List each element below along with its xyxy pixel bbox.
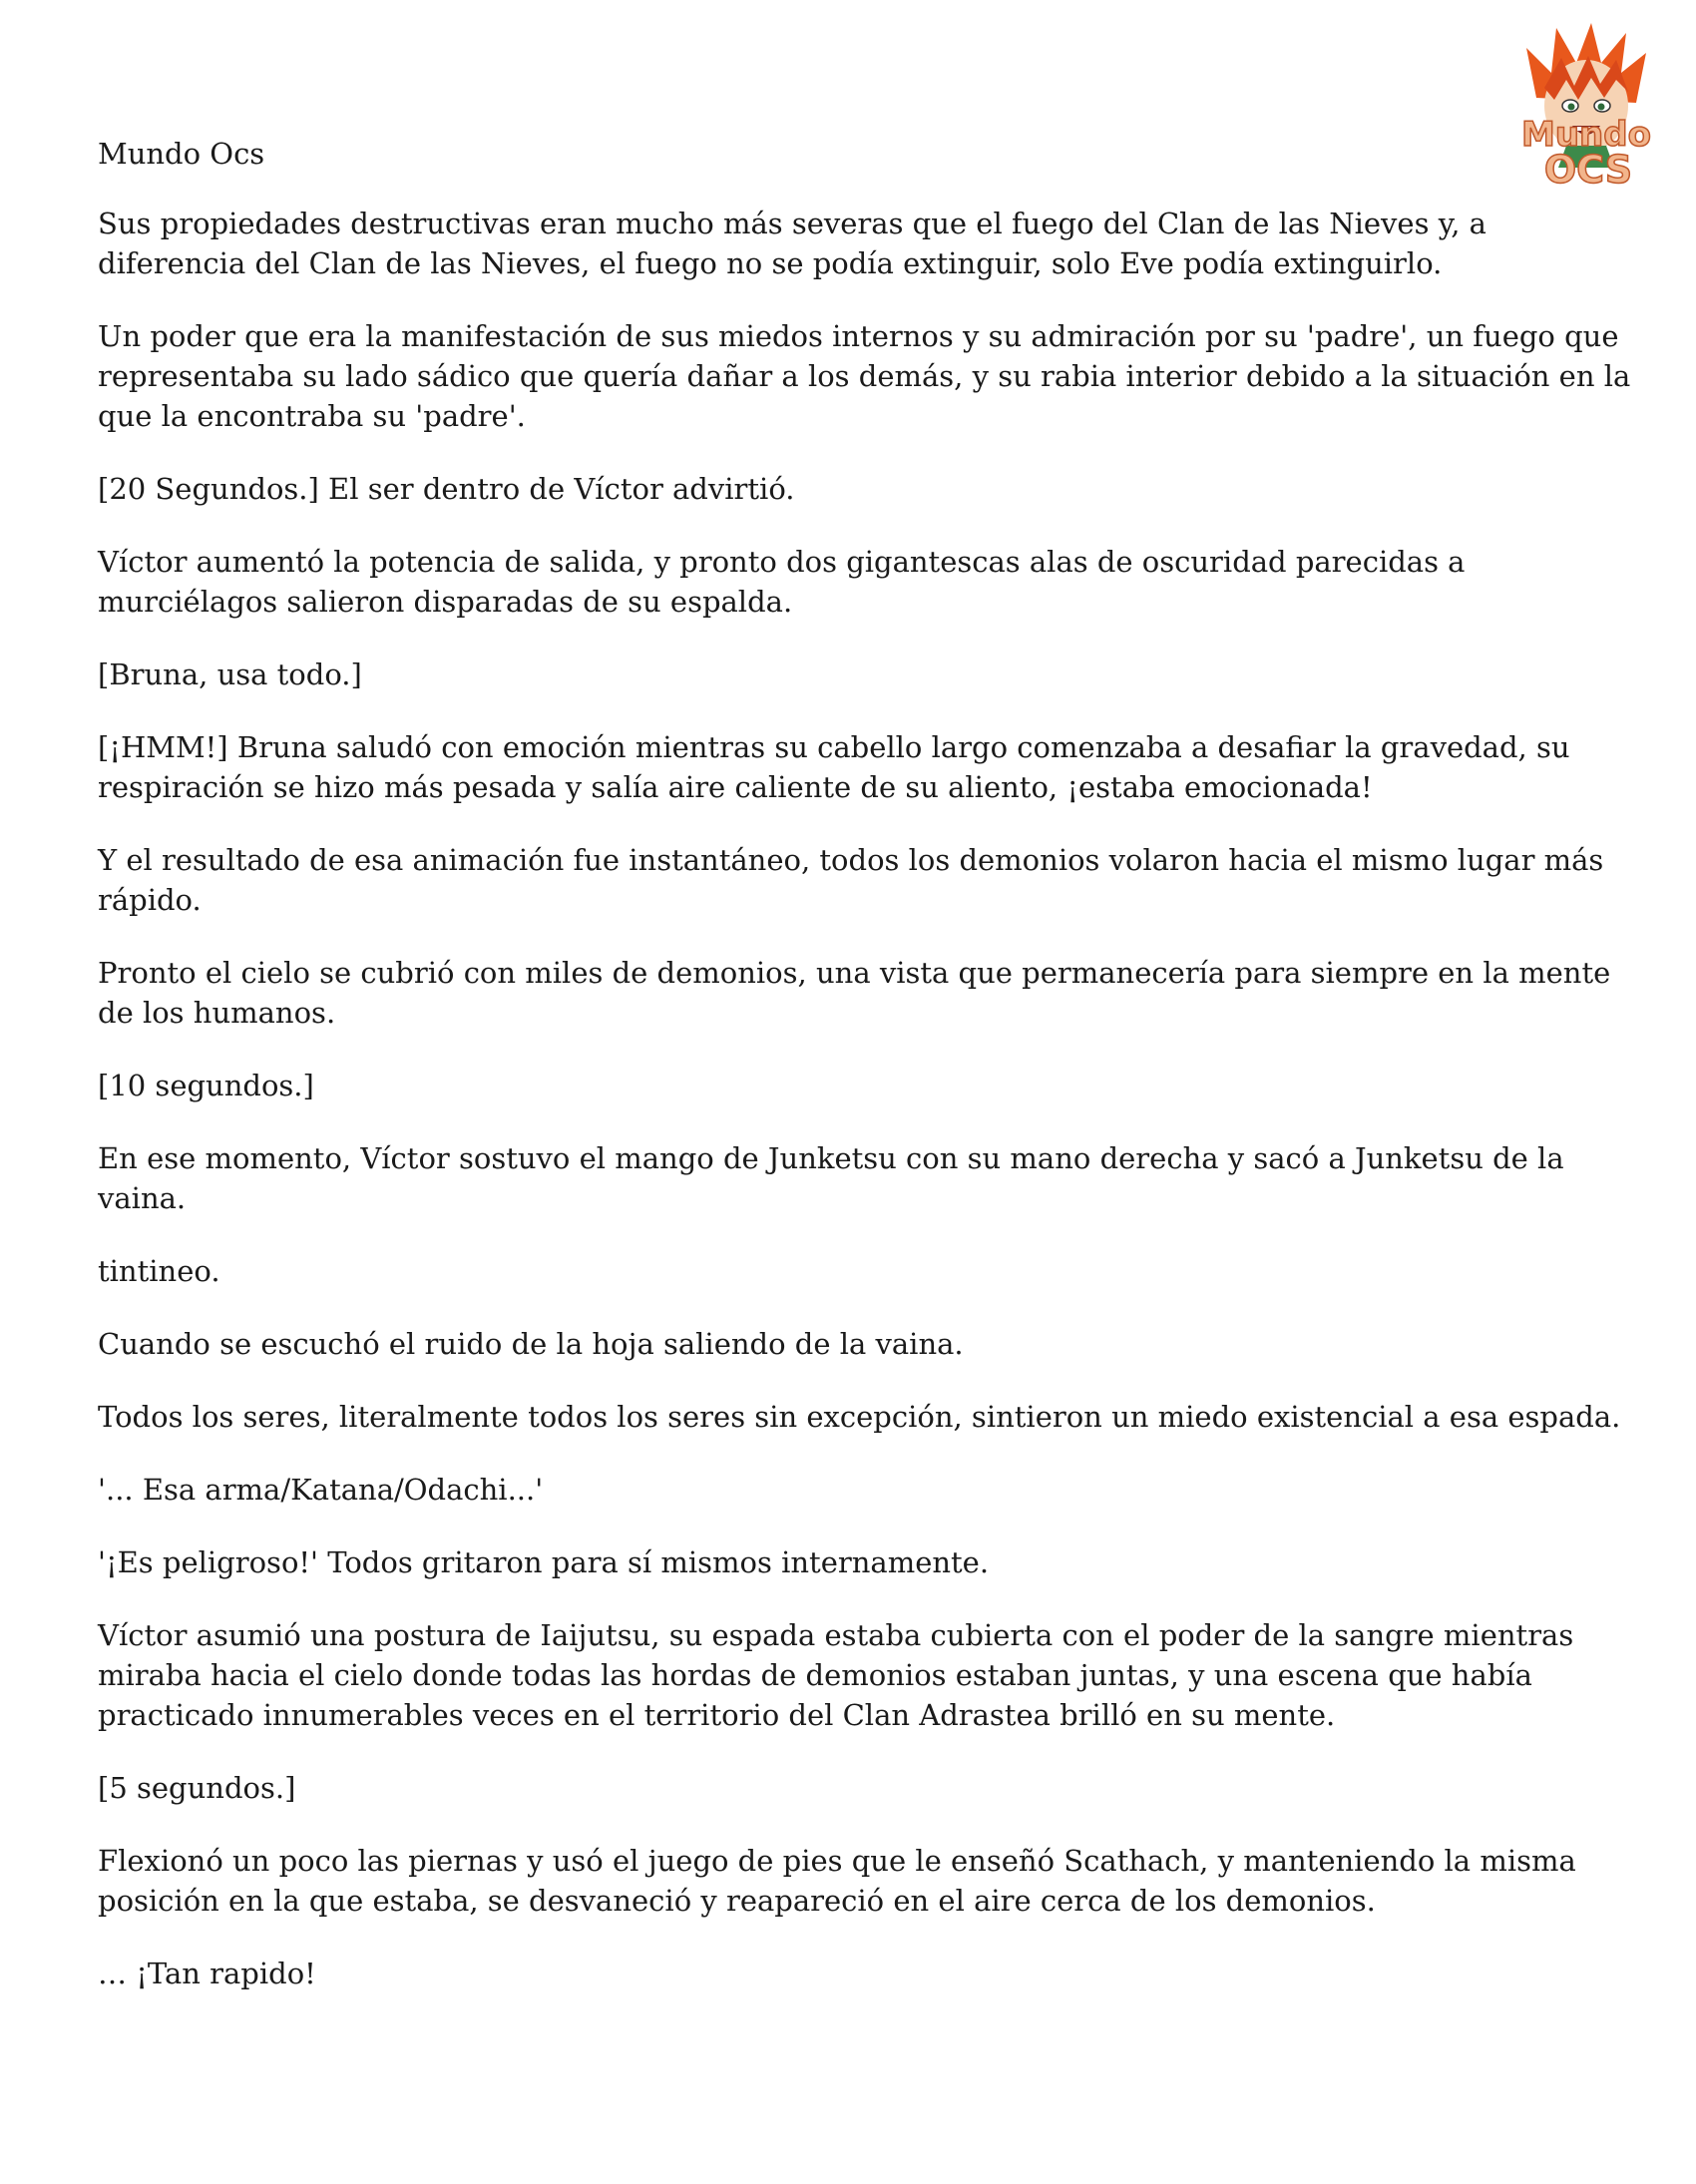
paragraph: … ¡Tan rapido! — [98, 1957, 316, 1990]
paragraph: Víctor asumió una postura de Iaijutsu, su espada estaba cubierta con el poder de la sangre mientras miraba hacia el cielo donde todas las hordas de demonios estaban juntas, y una escena que había practicado innumerables veces en el territorio del Clan Adrastea brilló en su mente. — [98, 1618, 1574, 1732]
paragraph: tintineo. — [98, 1254, 220, 1288]
paragraph: [¡HMM!] Bruna saludó con emoción mientras su cabello largo comenzaba a desafiar la gravedad, su respiración se hizo más pesada y salía aire caliente de su aliento, ¡estaba emocionada! — [98, 730, 1570, 804]
paragraph: Y el resultado de esa animación fue instantáneo, todos los demonios volaron hacia el mismo lugar más rápido. — [98, 843, 1604, 917]
document-body — [98, 204, 1634, 2026]
paragraph: Cuando se escuchó el ruido de la hoja saliendo de la vaina. — [98, 1327, 964, 1361]
paragraph: [5 segundos.] — [98, 1771, 296, 1805]
paragraph: Sus propiedades destructivas eran mucho más severas que el fuego del Clan de las Nieves y, a diferencia del Clan de las Nieves, el fuego no se podía extinguir, solo Eve podía extinguirlo. — [98, 207, 1486, 280]
paragraph: '¡Es peligroso!' Todos gritaron para sí mismos internamente. — [98, 1545, 990, 1579]
logo-text-line2: OCS — [1543, 148, 1633, 192]
paragraph: Todos los seres, literalmente todos los seres sin excepción, sintieron un miedo existencial a esa espada. — [98, 1400, 1621, 1434]
document-header-title: Mundo Ocs — [98, 137, 265, 171]
paragraph: '... Esa arma/Katana/Odachi...' — [98, 1473, 544, 1507]
mundo-ocs-logo — [1496, 18, 1676, 193]
paragraph: Un poder que era la manifestación de sus miedos internos y su admiración por su 'padre', un fuego que representaba su lado sádico que quería dañar a los demás, y su rabia interior debido a la situación en la que la encontraba su 'padre'. — [98, 319, 1631, 433]
paragraph: [20 Segundos.] El ser dentro de Víctor advirtió. — [98, 472, 795, 506]
paragraph: Pronto el cielo se cubrió con miles de demonios, una vista que permanecería para siempre en la mente de los humanos. — [98, 956, 1611, 1030]
paragraph: [Bruna, usa todo.] — [98, 657, 362, 691]
paragraph: Flexionó un poco las piernas y usó el juego de pies que le enseñó Scathach, y manteniendo la misma posición en la que estaba, se desvaneció y reapareció en el aire cerca de los demonios. — [98, 1844, 1576, 1918]
paragraph: Víctor aumentó la potencia de salida, y pronto dos gigantescas alas de oscuridad parecidas a murciélagos salieron disparadas de su espalda. — [98, 545, 1466, 619]
paragraph: En ese momento, Víctor sostuvo el mango de Junketsu con su mano derecha y sacó a Junketsu de la vaina. — [98, 1141, 1564, 1215]
logo-text-line1: Mundo — [1521, 115, 1651, 155]
paragraph: [10 segundos.] — [98, 1069, 314, 1102]
